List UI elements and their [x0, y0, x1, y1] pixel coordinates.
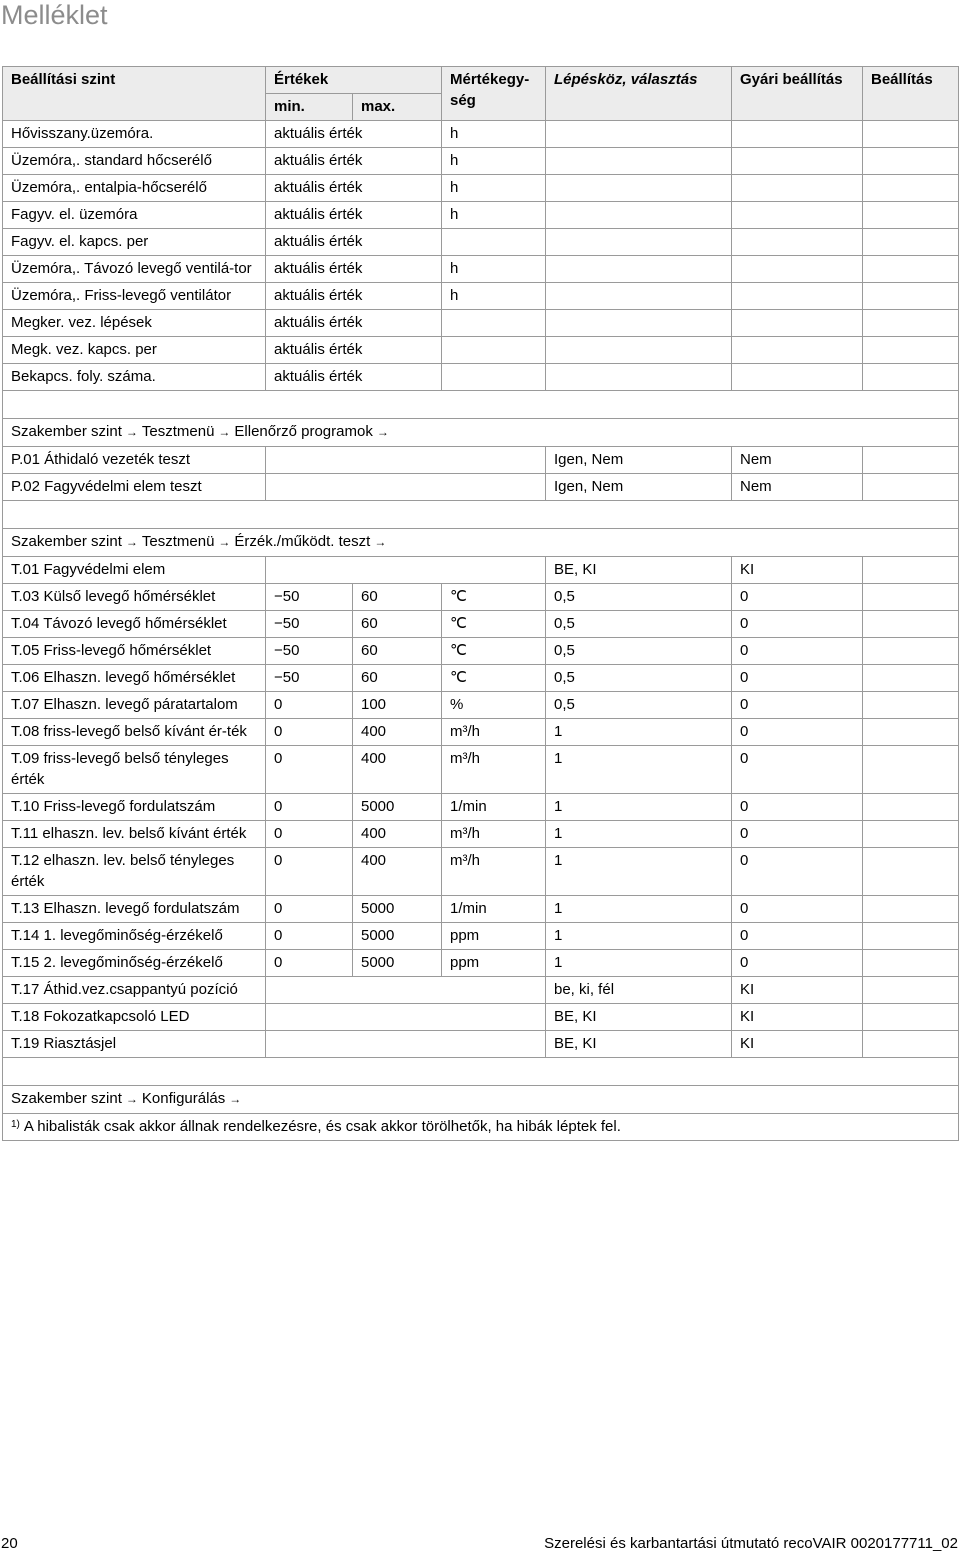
- breadcrumb-item: Szakember szint: [11, 1090, 122, 1107]
- table-row: [3, 584, 959, 611]
- table-row: [3, 175, 959, 202]
- row-unit: m³/h: [442, 848, 546, 896]
- row-step: 1: [546, 746, 732, 794]
- table-row: [3, 896, 959, 923]
- table-row: [3, 1031, 959, 1058]
- row-factory: KI: [732, 1004, 863, 1031]
- row-name: Bekapcs. foly. száma.: [3, 364, 266, 391]
- row-factory: 0: [732, 848, 863, 896]
- row-name: T.19 Riasztásjel: [3, 1031, 266, 1058]
- header-min: min.: [266, 94, 353, 121]
- breadcrumb: [3, 529, 959, 557]
- row-unit: h: [442, 175, 546, 202]
- page-number: 20: [1, 1535, 18, 1552]
- arrow-right-icon: →: [374, 535, 387, 549]
- row-factory: 0: [732, 692, 863, 719]
- table-row: [3, 848, 959, 896]
- row-unit: 1/min: [442, 794, 546, 821]
- table-row: [3, 665, 959, 692]
- row-name: T.01 Fagyvédelmi elem: [3, 557, 266, 584]
- row-min: 0: [266, 746, 353, 794]
- row-step: Igen, Nem: [546, 474, 732, 501]
- table-row: [3, 692, 959, 719]
- table-row: [3, 821, 959, 848]
- row-min: −50: [266, 665, 353, 692]
- row-value: aktuális érték: [266, 337, 442, 364]
- row-name: T.07 Elhaszn. levegő páratartalom: [3, 692, 266, 719]
- breadcrumb-row: [3, 529, 959, 557]
- row-step: 0,5: [546, 611, 732, 638]
- row-name: T.14 1. levegőminőség-érzékelő: [3, 923, 266, 950]
- row-name: Hővisszany.üzemóra.: [3, 121, 266, 148]
- row-name: T.18 Fokozatkapcsoló LED: [3, 1004, 266, 1031]
- row-max: 5000: [353, 923, 442, 950]
- row-value: aktuális érték: [266, 364, 442, 391]
- table-body: [3, 121, 959, 1141]
- row-factory: 0: [732, 923, 863, 950]
- table-row: [3, 923, 959, 950]
- row-min: −50: [266, 638, 353, 665]
- header-setting: Beállítás: [863, 67, 959, 121]
- breadcrumb-row: [3, 1086, 959, 1114]
- row-unit: h: [442, 256, 546, 283]
- row-max: 5000: [353, 794, 442, 821]
- row-max: 60: [353, 584, 442, 611]
- row-min: 0: [266, 692, 353, 719]
- breadcrumb-row: [3, 419, 959, 447]
- table-spacer: [3, 501, 959, 529]
- footnote-row: [3, 1114, 959, 1141]
- row-name: Megker. vez. lépések: [3, 310, 266, 337]
- row-name: Üzemóra,. Távozó levegő ventilá-tor: [3, 256, 266, 283]
- row-min: −50: [266, 611, 353, 638]
- row-name: T.17 Áthid.vez.csappantyú pozíció: [3, 977, 266, 1004]
- row-value: aktuális érték: [266, 121, 442, 148]
- row-step: 0,5: [546, 638, 732, 665]
- row-factory: 0: [732, 794, 863, 821]
- row-max: 400: [353, 848, 442, 896]
- row-factory: 0: [732, 821, 863, 848]
- document-title: Melléklet: [1, 0, 108, 30]
- row-factory: KI: [732, 1031, 863, 1058]
- row-name: T.12 elhaszn. lev. belső tényleges érték: [3, 848, 266, 896]
- row-name: Fagyv. el. üzemóra: [3, 202, 266, 229]
- arrow-right-icon: →: [218, 535, 231, 549]
- row-name: T.06 Elhaszn. levegő hőmérséklet: [3, 665, 266, 692]
- table-row: [3, 474, 959, 501]
- row-name: T.09 friss-levegő belső tényleges érték: [3, 746, 266, 794]
- header-values: Értékek: [266, 67, 442, 94]
- settings-table: [2, 66, 959, 1141]
- row-min: 0: [266, 848, 353, 896]
- breadcrumb: [3, 419, 959, 447]
- row-name: T.03 Külső levegő hőmérséklet: [3, 584, 266, 611]
- row-value: aktuális érték: [266, 256, 442, 283]
- row-step: 1: [546, 719, 732, 746]
- row-unit: ppm: [442, 923, 546, 950]
- row-step: BE, KI: [546, 557, 732, 584]
- footnote-text: A hibalisták csak akkor állnak rendelkezésre, és csak akkor törölhetők, ha hibák léptek fel.: [23, 1118, 621, 1135]
- row-max: 400: [353, 821, 442, 848]
- row-unit: ℃: [442, 584, 546, 611]
- row-max: 5000: [353, 950, 442, 977]
- breadcrumb-item: Érzék./működt. teszt: [234, 533, 371, 550]
- row-factory: KI: [732, 557, 863, 584]
- table-header-row-1: [3, 67, 959, 94]
- table-row: [3, 447, 959, 474]
- row-unit: m³/h: [442, 821, 546, 848]
- footnote-mark: 1): [11, 1119, 20, 1130]
- row-max: 60: [353, 638, 442, 665]
- row-name: T.15 2. levegőminőség-érzékelő: [3, 950, 266, 977]
- table-row: [3, 337, 959, 364]
- row-min: 0: [266, 794, 353, 821]
- table-row: [3, 229, 959, 256]
- row-max: 100: [353, 692, 442, 719]
- row-min: 0: [266, 896, 353, 923]
- row-unit: h: [442, 121, 546, 148]
- row-min: 0: [266, 950, 353, 977]
- row-factory: Nem: [732, 474, 863, 501]
- row-min: −50: [266, 584, 353, 611]
- row-name: T.04 Távozó levegő hőmérséklet: [3, 611, 266, 638]
- row-name: Fagyv. el. kapcs. per: [3, 229, 266, 256]
- row-unit: m³/h: [442, 746, 546, 794]
- row-step: 0,5: [546, 692, 732, 719]
- row-value: aktuális érték: [266, 148, 442, 175]
- table-row: [3, 364, 959, 391]
- row-factory: 0: [732, 665, 863, 692]
- row-step: BE, KI: [546, 1031, 732, 1058]
- breadcrumb-item: Tesztmenü: [141, 533, 215, 550]
- row-name: T.05 Friss-levegő hőmérséklet: [3, 638, 266, 665]
- row-unit: [442, 310, 546, 337]
- row-value: aktuális érték: [266, 283, 442, 310]
- row-value: aktuális érték: [266, 202, 442, 229]
- row-name: Üzemóra,. entalpia-hőcserélő: [3, 175, 266, 202]
- row-step: 1: [546, 848, 732, 896]
- row-unit: [442, 337, 546, 364]
- row-factory: 0: [732, 611, 863, 638]
- row-name: T.13 Elhaszn. levegő fordulatszám: [3, 896, 266, 923]
- row-unit: %: [442, 692, 546, 719]
- row-unit: ℃: [442, 611, 546, 638]
- table-row: [3, 310, 959, 337]
- breadcrumb-item: Ellenőrző programok: [234, 423, 373, 440]
- breadcrumb-item: Konfigurálás: [141, 1090, 226, 1107]
- row-max: 400: [353, 719, 442, 746]
- table-row: [3, 283, 959, 310]
- row-unit: h: [442, 148, 546, 175]
- row-name: Üzemóra,. standard hőcserélő: [3, 148, 266, 175]
- breadcrumb-item: Szakember szint: [11, 423, 122, 440]
- arrow-right-icon: →: [125, 425, 138, 439]
- row-factory: 0: [732, 719, 863, 746]
- table-spacer: [3, 391, 959, 419]
- table-spacer: [3, 1058, 959, 1086]
- breadcrumb-item: Tesztmenü: [141, 423, 215, 440]
- row-min: 0: [266, 821, 353, 848]
- table-row: [3, 256, 959, 283]
- row-max: 60: [353, 611, 442, 638]
- row-step: 0,5: [546, 584, 732, 611]
- row-unit: ℃: [442, 665, 546, 692]
- arrow-right-icon: →: [125, 1092, 138, 1106]
- breadcrumb: [3, 1086, 959, 1114]
- row-factory: KI: [732, 977, 863, 1004]
- row-step: 1: [546, 794, 732, 821]
- row-value: aktuális érték: [266, 229, 442, 256]
- row-name: T.08 friss-levegő belső kívánt ér-ték: [3, 719, 266, 746]
- table-row: [3, 202, 959, 229]
- header-unit: Mértékegy- ség: [442, 67, 546, 121]
- row-name: Üzemóra,. Friss-levegő ventilátor: [3, 283, 266, 310]
- row-value: aktuális érték: [266, 310, 442, 337]
- footer-title: Szerelési és karbantartási útmutató recoVAIR 0020177711_02: [544, 1535, 958, 1552]
- row-factory: 0: [732, 638, 863, 665]
- row-factory: 0: [732, 746, 863, 794]
- row-min: 0: [266, 719, 353, 746]
- row-step: 1: [546, 821, 732, 848]
- table-row: [3, 794, 959, 821]
- table-row: [3, 719, 959, 746]
- row-step: 1: [546, 950, 732, 977]
- row-step: be, ki, fél: [546, 977, 732, 1004]
- header-setting-level: Beállítási szint: [3, 67, 266, 121]
- table-row: [3, 638, 959, 665]
- row-unit: h: [442, 202, 546, 229]
- row-step: 0,5: [546, 665, 732, 692]
- header-factory: Gyári beállítás: [732, 67, 863, 121]
- table-row: [3, 746, 959, 794]
- row-factory: 0: [732, 896, 863, 923]
- page-footer: [0, 1535, 960, 1555]
- row-max: 400: [353, 746, 442, 794]
- row-unit: [442, 229, 546, 256]
- row-name: T.11 elhaszn. lev. belső kívánt érték: [3, 821, 266, 848]
- header-step: Lépésköz, választás: [546, 67, 732, 121]
- row-factory: 0: [732, 584, 863, 611]
- row-unit: ppm: [442, 950, 546, 977]
- row-factory: 0: [732, 950, 863, 977]
- header-max: max.: [353, 94, 442, 121]
- row-min: 0: [266, 923, 353, 950]
- arrow-right-icon: →: [125, 535, 138, 549]
- arrow-right-icon: →: [229, 1092, 242, 1106]
- table-row: [3, 611, 959, 638]
- table-row: [3, 977, 959, 1004]
- arrow-right-icon: →: [218, 425, 231, 439]
- row-unit: 1/min: [442, 896, 546, 923]
- row-step: BE, KI: [546, 1004, 732, 1031]
- row-unit: m³/h: [442, 719, 546, 746]
- row-name: P.01 Áthidaló vezeték teszt: [3, 447, 266, 474]
- row-unit: [442, 364, 546, 391]
- table-row: [3, 121, 959, 148]
- table-row: [3, 1004, 959, 1031]
- row-value: aktuális érték: [266, 175, 442, 202]
- row-factory: Nem: [732, 447, 863, 474]
- footnote: [3, 1114, 959, 1141]
- table-row: [3, 148, 959, 175]
- row-step: 1: [546, 896, 732, 923]
- row-max: 5000: [353, 896, 442, 923]
- row-unit: ℃: [442, 638, 546, 665]
- row-name: P.02 Fagyvédelmi elem teszt: [3, 474, 266, 501]
- row-step: Igen, Nem: [546, 447, 732, 474]
- arrow-right-icon: →: [376, 425, 389, 439]
- row-max: 60: [353, 665, 442, 692]
- row-unit: h: [442, 283, 546, 310]
- table-row: [3, 557, 959, 584]
- breadcrumb-item: Szakember szint: [11, 533, 122, 550]
- table-row: [3, 950, 959, 977]
- row-name: T.10 Friss-levegő fordulatszám: [3, 794, 266, 821]
- row-name: Megk. vez. kapcs. per: [3, 337, 266, 364]
- row-step: 1: [546, 923, 732, 950]
